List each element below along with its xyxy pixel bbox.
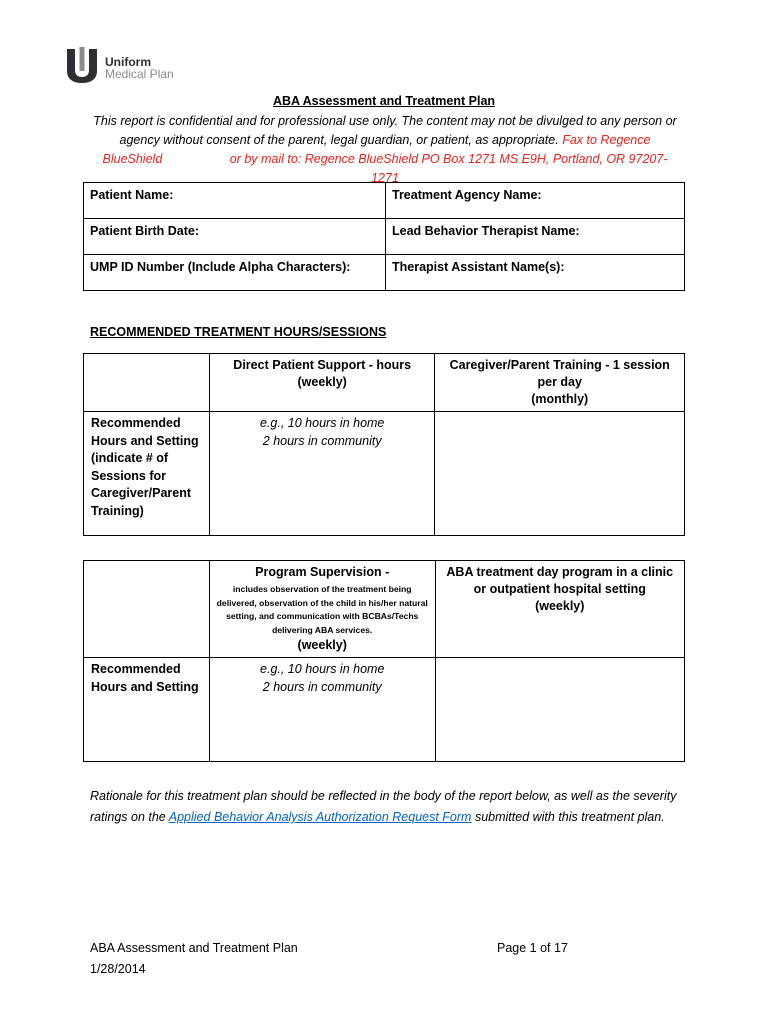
program-supervision-value[interactable]: [209, 658, 435, 762]
blank-header-cell: [84, 561, 210, 658]
authorization-form-link[interactable]: Applied Behavior Analysis Authorization Request Form: [168, 810, 472, 824]
direct-support-header: [209, 354, 434, 412]
confidentiality-notice: [90, 112, 680, 188]
section-heading: RECOMMENDED TREATMENT HOURS/SESSIONS: [90, 325, 387, 339]
patient-birth-date-field[interactable]: Patient Birth Date:: [84, 219, 386, 255]
day-program-value[interactable]: [435, 658, 685, 762]
fax-instruction: Fax to Regence BlueShield: [102, 133, 651, 166]
treatment-agency-field[interactable]: Treatment Agency Name:: [386, 183, 685, 219]
lead-therapist-field[interactable]: Lead Behavior Therapist Name:: [386, 219, 685, 255]
ump-id-field[interactable]: UMP ID Number (Include Alpha Characters):: [84, 255, 386, 291]
caregiver-training-value[interactable]: [435, 412, 685, 536]
program-supervision-table: [83, 560, 685, 762]
example-line-2: 2 hours in community: [262, 434, 382, 448]
direct-support-value[interactable]: [209, 412, 434, 536]
rationale-paragraph: [90, 786, 678, 828]
example-line-2: 2 hours in community: [262, 680, 382, 694]
therapist-assistant-field[interactable]: Therapist Assistant Name(s):: [386, 255, 685, 291]
notice-text: This report is confidential and for professional use only. The content may not be divulged to any person or agency without consent of the parent, legal guardian, or patient, as appropriate.: [93, 114, 677, 147]
blank-header-cell: [84, 354, 210, 412]
example-line-1: e.g., 10 hours in home: [260, 662, 385, 676]
footer-date: 1/28/2014: [90, 962, 146, 976]
rationale-text-end: submitted with this treatment plan.: [474, 810, 665, 824]
program-supervision-period: (weekly): [297, 638, 347, 652]
program-supervision-description: includes observation of the treatment being delivered, observation of the child in his/her natural setting, and communication with BCBAs/Techs delivering ABA services.: [216, 584, 428, 635]
caregiver-training-title: Caregiver/Parent Training - 1 session per day: [449, 358, 670, 389]
footer-title: ABA Assessment and Treatment Plan: [90, 941, 298, 955]
rationale-text: Rationale for this treatment plan should be reflected in the body of the report below, as well as the severity ratings on the: [90, 789, 677, 824]
caregiver-training-period: (monthly): [531, 392, 589, 406]
program-supervision-header: [209, 561, 435, 658]
mail-instruction: or by mail to: Regence BlueShield PO Box 1271 MS E9H, Portland, OR 97207-1271: [229, 152, 668, 185]
direct-support-period: (weekly): [297, 375, 347, 389]
document-title: ABA Assessment and Treatment Plan: [272, 94, 496, 108]
program-supervision-title: Program Supervision -: [255, 565, 390, 579]
direct-support-title: Direct Patient Support - hours: [233, 358, 412, 372]
logo-subtitle: Medical Plan: [105, 67, 174, 81]
day-program-period: (weekly): [535, 599, 585, 613]
day-program-title: ABA treatment day program in a clinic or outpatient hospital setting: [446, 565, 674, 596]
uniform-logo-icon: [64, 46, 100, 84]
row-label: Recommended Hours and Setting: [84, 658, 210, 762]
day-program-header: [435, 561, 685, 658]
logo-name: Uniform: [105, 55, 151, 69]
example-line-1: e.g., 10 hours in home: [260, 416, 385, 430]
patient-info-table: [83, 182, 685, 291]
footer-page-number: Page 1 of 17: [497, 941, 568, 955]
row-label: Recommended Hours and Setting (indicate # of Sessions for Caregiver/Parent Training): [84, 412, 210, 536]
patient-name-field[interactable]: Patient Name:: [84, 183, 386, 219]
caregiver-training-header: [435, 354, 685, 412]
treatment-hours-table: [83, 353, 685, 536]
